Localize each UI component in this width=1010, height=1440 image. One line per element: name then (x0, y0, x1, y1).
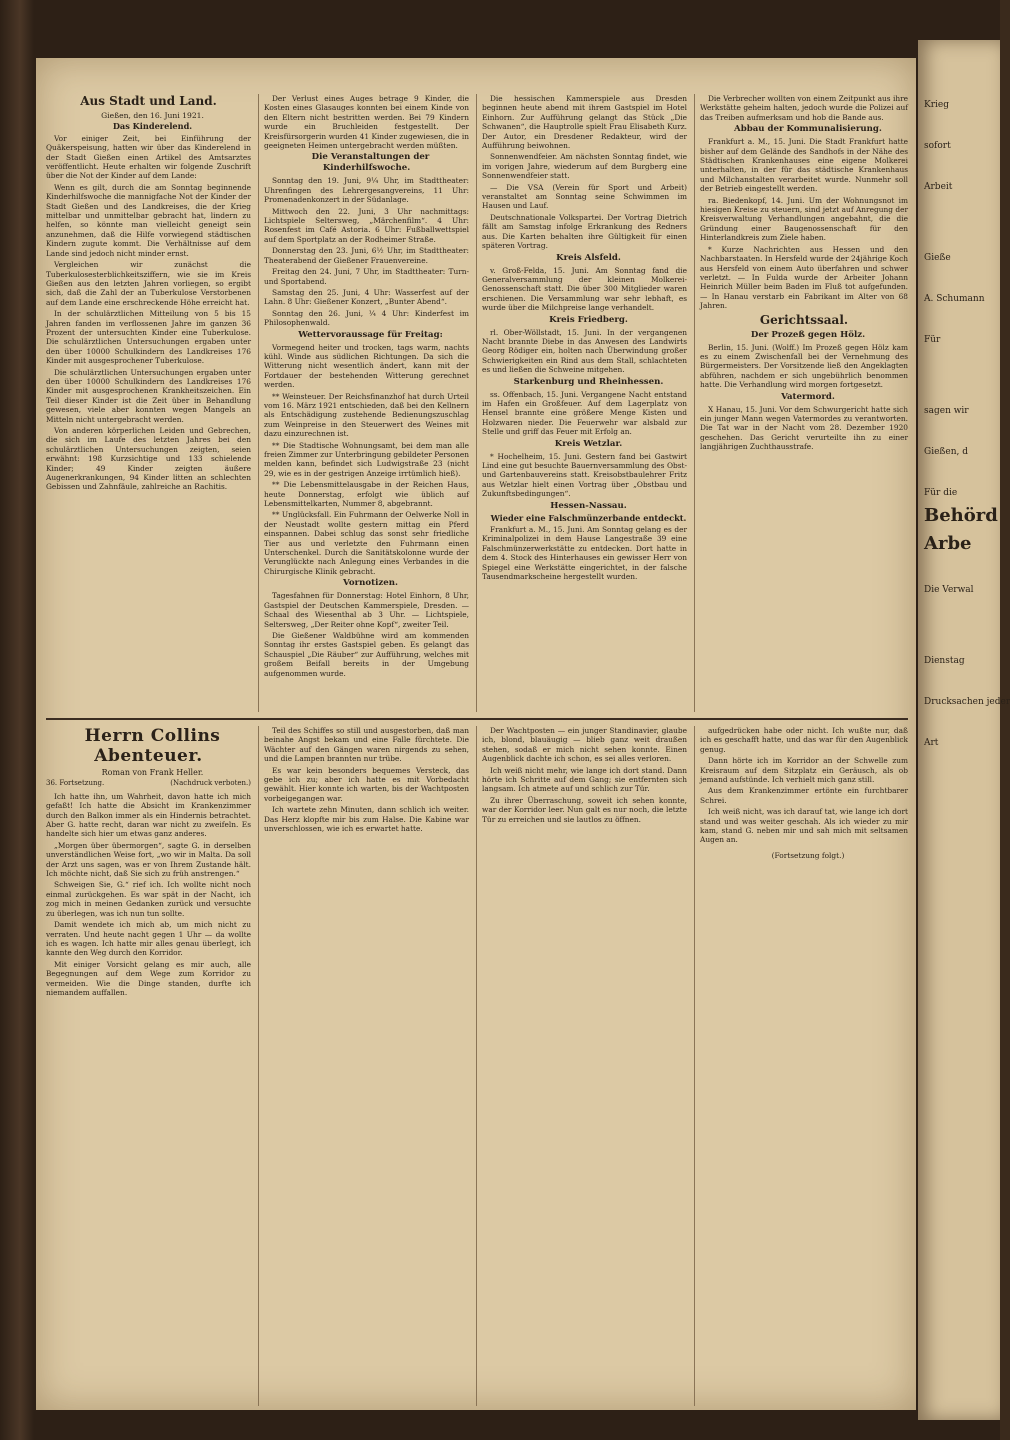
novel-text (46, 792, 251, 998)
article-headline: Das Kinderelend. (112, 121, 193, 132)
novel-text (700, 726, 908, 845)
dateline: Gießen, den 16. Juni 1921. (101, 111, 204, 120)
neighbor-page-line: Für die (924, 488, 958, 498)
paragraph: Tagesfahnen für Donnerstag: Hotel Einhorn, 8 Uhr, Gastspiel der Deutschen Kammerspiele, Dresden. — Schaal des Wiesenthal ab 3 Uhr. — Lichtspiele, Seltersweg, „Der Reiter ohne Kopf“, zweiter Teil. (264, 591, 469, 629)
article-continuation (264, 94, 469, 150)
kreis-alsfeld-title: Kreis Alsfeld. (556, 252, 621, 263)
column-3 (482, 94, 687, 712)
continued-notice: (Fortsetzung folgt.) (771, 850, 845, 860)
novel-meta (46, 779, 251, 788)
paragraph: Die hessischen Kammerspiele aus Dresden beginnen heute abend mit ihrem Gastspiel im Hotel Einhorn. Zur Aufführung gelangt das Stück „Die Schwanen“, die Hauptrolle spielt Frau Elisabeth Kurz. Der Autor, ein Dresdener Redakteur, wird der Aufführung beiwohnen. (482, 94, 687, 151)
paragraph: Schweigen Sie, G.“ rief ich. Ich wollte nicht noch einmal zurückgehen. Es war spät in der Nacht, ich zog mich in meinen Gedanken zurück und versuchte zu überlegen, was ich nun tun sollte. (46, 880, 251, 918)
neighbor-page-line: Krieg (924, 100, 949, 110)
starkenburg-title: Starkenburg und Rheinhessen. (513, 376, 664, 387)
neighbor-page-strip (918, 40, 1010, 1420)
paragraph: Mit einiger Vorsicht gelang es mir auch, alle Begegnungen auf dem Wege zum Korridor zu vermeiden. Wie die Dinge standen, durfte ich niemandem auffallen. (46, 959, 251, 997)
column-rule (476, 94, 477, 712)
reprint-notice: (Nachdruck verboten.) (170, 779, 251, 788)
paragraph: Zu ihrer Überraschung, soweit ich sehen konnte, war der Korridor leer. Nun galt es nur noch, die letzte Tür zu erreichen und sie lautlos zu öffnen. (482, 795, 687, 824)
paragraph: Aus dem Krankenzimmer ertönte ein furchtbarer Schrei. (700, 786, 908, 805)
paragraph: Deutschnationale Volkspartei. Der Vortrag Dietrich fällt am Samstag infolge Erkrankung des Redners aus. Die Karten behalten ihre Gültigkeit für einen späteren Vortrag. (482, 212, 687, 251)
paragraph: Damit wendete ich mich ab, um mich nicht zu verraten. Und heute nacht gegen 1 Uhr — da wollte ich es wagen. Ich hatte mir alles genau überlegt, ich kannte den Weg durch den Korridor. (46, 920, 251, 958)
novel-author: Roman von Frank Heller. (101, 768, 204, 777)
paragraph: Sonntag den 26. Juni, ¼ 4 Uhr: Kinderfest im Philosophenwald. (264, 308, 469, 328)
column-rule (258, 726, 259, 1406)
paragraph: Es war kein besonders bequemes Versteck, das gebe ich zu; aber ich hatte es mit Vorbedacht gewählt. Hier konnte ich warten, bis der Wachtposten vorbeigegangen war. (264, 765, 469, 803)
gerichtssaal-sub2: Vatermord. (781, 391, 835, 402)
paragraph: Donnerstag den 23. Juni, 6½ Uhr, im Stadttheater: Theaterabend der Gießener Frauenvereine. (264, 246, 469, 265)
column-rule (694, 726, 695, 1406)
paragraph: Vergleichen wir zunächst die Tuberkulosesterblichkeitsziffern, wie sie im Kreis Gießen aus den letzten Jahren vorliegen, so ergibt sich, daß die Zahl der an Tuberkulose Verstorbenen auf dem Lande eine erschreckende Höhe erreicht hat. (46, 260, 251, 307)
novel-text (482, 726, 687, 824)
column-2 (264, 94, 469, 712)
biedenkopf-text: ra. Biedenkopf, 14. Juni. Um der Wohnungsnot im hiesigen Kreise zu steuern, sind jetzt auf Anregung der Kreisverwaltung Verhandlungen angebahnt, die die Gründung einer Baugenossenschaft für den Hinterlandkreis zum Ziele haben. (700, 195, 908, 243)
feuilleton-section (46, 726, 908, 1406)
paragraph: Freitag den 24. Juni, 7 Uhr, im Stadttheater: Turn- und Sportabend. (264, 267, 469, 286)
kurze-nachrichten-text: * Kurze Nachrichten aus Hessen und den Nachbarstaaten. In Hersfeld wurde der 24jährige Koch aus Hersfeld von einem Auto überfahren und schwer verletzt. — In Fulda wurde der Arbeiter Johann Heinrich Müller beim Baden im Fluß tot aufgefunden. — In Hanau verstarb ein Fabrikant im Alter von 68 Jahren. (700, 244, 908, 311)
kommunalisierung-text: Frankfurt a. M., 15. Juni. Die Stadt Frankfurt hatte bisher auf dem Gelände des Sandhofs in der Nähe des Städtischen Krankenhauses eine eigene Molkerei unterhalten, in der für das städtische Krankenhaus und Milchanstalten verarbeitet wurde. Nunmehr soll der Betrieb eingestellt werden. (700, 137, 908, 194)
neighbor-page-line: Die Verwal (924, 585, 974, 595)
kreis-wetzlar-text: * Hochelheim, 15. Juni. Gestern fand bei Gastwirt Lind eine gut besuchte Bauernversammlung des Obst- und Gartenbauvereins statt. Kreisobstbaulehrer Fritz aus Wetzlar hielt einen Vortrag über „Obstbau und Zukunftsbedingungen“. (482, 451, 687, 499)
paragraph: In der schulärztlichen Mitteilung von 5 bis 15 Jahren fanden im verflossenen Jahre im ganzen 36 Prozent der untersuchten Kinder eine Tuberkulose. Die schulärztlichen Untersuchungen ergaben unter den über 10000 Schulkindern des Landkreises 176 Kinder mit ausgesprochener Tuberkulose. (46, 309, 251, 366)
paragraph: Ich hatte ihn, um Wahrheit, davon hatte ich mich gefaßt! Ich hatte die Absicht im Krankenzimmer durch den Balkon immer als ein Hindernis betrachtet. Aber G. hatte recht, daran war nicht zu zweifeln. Es handelte sich hier um etwas ganz anderes. (46, 791, 251, 839)
paragraph: — Die VSA (Verein für Sport und Arbeit) veranstaltet am Sonntag seine Schwimmen im Hausen und Lauf. (482, 182, 687, 211)
novel-text (264, 726, 469, 833)
local-news-section (46, 94, 908, 712)
gerichtssaal-text2: X Hanau, 15. Juni. Vor dem Schwurgericht hatte sich ein junger Mann wegen Vatermordes zu verantworten. Die Tat war in der Nacht vom 28. Dezember 1920 geschehen. Das Gericht verurteilte ihn zu einer langjährigen Zuchthausstrafe. (700, 404, 908, 452)
feuilleton-column-3 (482, 726, 687, 1406)
gerichtssaal-title: Gerichtssaal. (759, 312, 849, 327)
kreis-alsfeld-text: v. Groß-Felda, 15. Juni. Am Sonntag fand die Generalversammlung der kleinen Molkerei-Genossenschaft statt. Die über 300 Mitglieder waren erschienen. Die Versammlung war sehr lebhaft, es wurde über die Milchpreise lange verhandelt. (482, 265, 687, 313)
kreis-friedberg-text: rl. Ober-Wöllstadt, 15. Juni. In der vergangenen Nacht brannte Diebe in das Anwesen des Landwirts Georg Rödiger ein, holten nach Überwindung großer Schwierigkeiten ein Rind aus dem Stall, schlachteten es und ließen die Schweine mitgehen. (482, 327, 687, 375)
paragraph: Ich wartete zehn Minuten, dann schlich ich weiter. Das Herz klopfte mir bis zum Halse. Die Kabine war unverschlossen, wie ich es erwartet hatte. (264, 805, 469, 834)
paragraph: Der Wachtposten — ein junger Standinavier, glaube ich, blond, blauäugig — blieb ganz weit draußen stehen, sodaß er mich nicht sehen konnte. Einen Augenblick dachte ich schon, es sei alles verloren. (482, 726, 687, 764)
paragraph: ** Weinsteuer. Der Reichsfinanzhof hat durch Urteil vom 16. März 1921 entschieden, daß bei den Kellnern als Entschädigung zustehende Bedienungszuschlag zum Weinpreise in den Steuerwert des Weines mit dazu einzurechnen ist. (264, 391, 469, 439)
paragraph: Ich weiß nicht mehr, wie lange ich dort stand. Dann hörte ich Schritte auf dem Gang; sie entfernten sich langsam. Ich atmete auf und schlich zur Tür. (482, 765, 687, 794)
paragraph: ** Die Stadtische Wohnungsamt, bei dem man alle freien Zimmer zur Unterbringung gebildeter Personen melden kann, befindet sich Ludwigstraße 23 (nicht 29, wie es in der gestrigen Anzeige irrtümlich hieß). (264, 440, 469, 478)
gerichtssaal-text1: Berlin, 15. Juni. (Wolff.) Im Prozeß gegen Hölz kam es zu einem Zwischenfall bei der Vernehmung des Bürgermeisters. Der Vorsitzende ließ den Angeklagten abführen, nachdem er sich ungebührlich benommen hatte. Die Verhandlung wird morgen fortgesetzt. (700, 342, 908, 390)
paragraph: Dann hörte ich im Korridor an der Schwelle zum Kreisraum auf dem Sitzplatz ein Geräusch, als ob jemand aufstünde. Ich verhielt mich ganz still. (700, 756, 908, 785)
hessen-nassau-text: Frankfurt a. M., 15. Juni. Am Sonntag gelang es der Kriminalpolizei in dem Hause Langestraße 39 eine Falschmünzerwerkstätte zu entdecken. Dort hatte in dem 4. Stock des Hinterhauses ein gewisser Herr von Spiegel eine Werkstätte eingerichtet, in der falsche Tausendmarkscheine hergestellt wurden. (482, 525, 687, 582)
newspaper-page (36, 58, 916, 1410)
paragraph: ** Unglücksfall. Ein Fuhrmann der Oelwerke Noll in der Neustadt wollte gestern mittag ein Pferd einspannen. Dabei schlug das sonst sehr friedliche Tier aus und verletzte den Fuhrmann einen Unterschenkel. Durch die Sanitätskolonne wurde der Verunglückte nach Anlegung eines Verbandes in die Chirurgische Klinik gebracht. (264, 510, 469, 576)
feuilleton-column-4 (700, 726, 908, 1406)
paragraph: „Morgen über übermorgen“, sagte G. in derselben unverständlichen Weise fort, „wo wir in Malta. Da soll der Arzt uns sagen, was er von Ihrem Zustande hält. Ich möchte nicht, daß Sie sich zu früh anstrengen.“ (46, 840, 251, 879)
neighbor-page-line: Drucksachen jeder (924, 697, 1010, 707)
weather-title: Wettervoraussage für Freitag: (298, 329, 443, 340)
neighbor-page-line: Gieße (924, 253, 951, 263)
hessen-nassau-headline: Wieder eine Falschmünzerbande entdeckt. (490, 512, 687, 523)
column3-articles (482, 94, 687, 251)
column-4 (700, 94, 908, 712)
paragraph: Von anderen körperlichen Leiden und Gebrechen, die sich im Laufe des letzten Jahres bei den schulärztlichen Untersuchungen zeigten, seien erwähnt: 198 Kurzsichtige und 133 schielende Kinder; 49 Kinder zeigten äußere Augenerkrankungen, 94 Kinder litten an schlechten Gebissen und Zahnfäule, zahlreiche an Rachitis. (46, 426, 251, 492)
paragraph: Der Verlust eines Auges betrage 9 Kinder, die Kosten eines Glasauges konnten bei einem Kinde von den Eltern nicht bestritten werden. Bei 79 Kindern wurde ein Bruchleiden festgestellt. Der Kreisfürsorgerin wurden 41 Kinder zugewiesen, die in geeigneten Heimen untergebracht werden müßten. (264, 94, 469, 151)
paragraph: Die Gießener Waldbühne wird am kommenden Sonntag ihr erstes Gastspiel geben. Es gelangt das Schauspiel „Die Räuber“ zur Aufführung, welches mit großem Beifall bereits in der Umgebung aufgenommen wurde. (264, 630, 469, 678)
column4-articles (700, 94, 908, 122)
kreis-friedberg-title: Kreis Friedberg. (549, 314, 628, 325)
neighbor-page-line: A. Schumann (924, 294, 985, 304)
feuilleton-divider (46, 718, 908, 720)
feuilleton-column-1 (46, 726, 251, 1406)
paragraph: Teil des Schiffes so still und ausgestorben, daß man beinahe Angst bekam und eine Falle fürchtete. Die Wächter auf den Gängen waren nirgends zu sehen, und die Lampen brannten nur trübe. (264, 726, 469, 764)
feuilleton-column-2 (264, 726, 469, 1406)
paragraph: Vor einiger Zeit, bei Einführung der Quäkerspeisung, hatten wir über das Kinderelend in der Stadt Gießen einen Artikel des Amtsarztes veröffentlicht. Heute erhalten wir folgende Zuschrift über die Not der Kinder auf dem Lande: (46, 133, 251, 181)
neighbor-page-line: sofort (924, 141, 951, 151)
section-title: Aus Stadt und Land. (80, 94, 217, 108)
paragraph: Die schulärztlichen Untersuchungen ergaben unter den über 10000 Schulkindern des Landkreises 176 Kinder mit ausgesprochenen Krankheitszeichen. Ein Teil dieser Kinder ist die Zeit über in Behandlung gewesen, viele aber konnten wegen Mangels an Mitteln nicht untergebracht werden. (46, 367, 251, 424)
installment-number: 36. Fortsetzung. (46, 779, 105, 788)
column-1 (46, 94, 251, 712)
weather-text: Vormegend heiter und trocken, tags warm, nachts kühl. Winde aus südlichen Richtungen. Da sich die Witterung nicht wesentlich ändert, kann mit der Fortdauer der bestehenden Witterung gerechnet werden. (264, 342, 469, 390)
paragraph: Die Verbrecher wollten von einem Zeitpunkt aus ihre Werkstätte geheim halten, jedoch wurde die Polizei auf das Treiben aufmerksam und hob die Bande aus. (700, 94, 908, 122)
paragraph: aufgedrücken habe oder nicht. Ich wußte nur, daß ich es geschafft hatte, und das war für den Augenblick genug. (700, 726, 908, 754)
column-rule (476, 726, 477, 1406)
column2-notes (264, 392, 469, 577)
novel-title: Herrn Collins Abenteuer. (84, 726, 221, 766)
paragraph: Ich weiß nicht, was ich darauf tat, wie lange ich dort stand und was weiter geschah. Als ich wieder zu mir kam, stand G. neben mir und sah mich mit seltsamen Augen an. (700, 807, 908, 845)
paragraph: Sonntag den 19. Juni, 9¼ Uhr, im Stadttheater: Uhrenfingen des Lehrergesangvereins, 11 Uhr: Promenadenkonzert in der Südanlage. (264, 176, 469, 205)
paragraph: Samstag den 25. Juni, 4 Uhr: Wasserfest auf der Lahn. 8 Uhr: Gießener Konzert, „Bunter Abend“. (264, 287, 469, 307)
neighbor-page-line: Arbeit (924, 182, 953, 192)
gerichtssaal-sub1: Der Prozeß gegen Hölz. (750, 329, 866, 340)
kommunalisierung-title: Abbau der Kommunalisierung. (734, 124, 882, 135)
neighbor-page-line: sagen wir (924, 406, 969, 416)
column-rule (694, 94, 695, 712)
starkenburg-text: ss. Offenbach, 15. Juni. Vergangene Nacht entstand im Hafen ein Großfeuer. Auf dem Lagerplatz von Hensel brannte eine größere Menge Kisten und Holzwaren nieder. Die Feuerwehr war alsbald zur Stelle und griff das Feuer mit Erfolg an. (482, 389, 687, 437)
neighbor-page-line: Arbe (924, 533, 972, 554)
neighbor-page-line: Für (924, 335, 941, 345)
vornotizen-body (264, 591, 469, 678)
paragraph: Mittwoch den 22. Juni, 3 Uhr nachmittags: Lichtspiele Seltersweg, „Märchenfilm“. 4 Uhr: Rosenfest im Café Astoria. 6 Uhr: Fußballwettspiel auf dem Sportplatz an der Rodheimer Straße. (264, 206, 469, 244)
neighbor-page-line: Dienstag (924, 656, 965, 666)
neighbor-page-line: Gießen, d (924, 447, 969, 457)
article-body (46, 134, 251, 492)
paragraph: Sonnenwendfeier. Am nächsten Sonntag findet, wie im vorigen Jahre, wiederum auf dem Burgberg eine Sonnenwendfeier statt. (482, 152, 687, 181)
kreis-wetzlar-title: Kreis Wetzlar. (554, 438, 623, 449)
neighbor-page-line: Art (924, 738, 939, 748)
neighbor-page-line: Behörd (924, 505, 998, 526)
kinderhilfswoche-title: Die Veranstaltungen der Kinderhilfswoche. (311, 152, 430, 174)
kinderhilfswoche-body (264, 176, 469, 327)
vornotizen-title: Vornotizen. (343, 578, 398, 589)
column-rule (258, 94, 259, 712)
hessen-nassau-title: Hessen-Nassau. (550, 500, 627, 511)
paragraph: ** Die Lebensmittelausgabe in der Reichen Haus, heute Donnerstag, erfolgt wie üblich auf Lebensmittelkarten, Nummer 8, abgebrannt. (264, 480, 469, 509)
paragraph: Wenn es gilt, durch die am Sonntag beginnende Kinderhilfswoche die mannigfache Not der Kinder der Stadt Gießen und des Landkreises, die der Krieg mittelbar und unmittelbar gebracht hat, lindern zu helfen, so könnte man vielleicht geneigt sein anzunehmen, daß die Hilfe vorwiegend städtischen Kindern zugute kommt. Die Verhältnisse auf dem Lande sind jedoch nicht minder ernst. (46, 182, 251, 258)
